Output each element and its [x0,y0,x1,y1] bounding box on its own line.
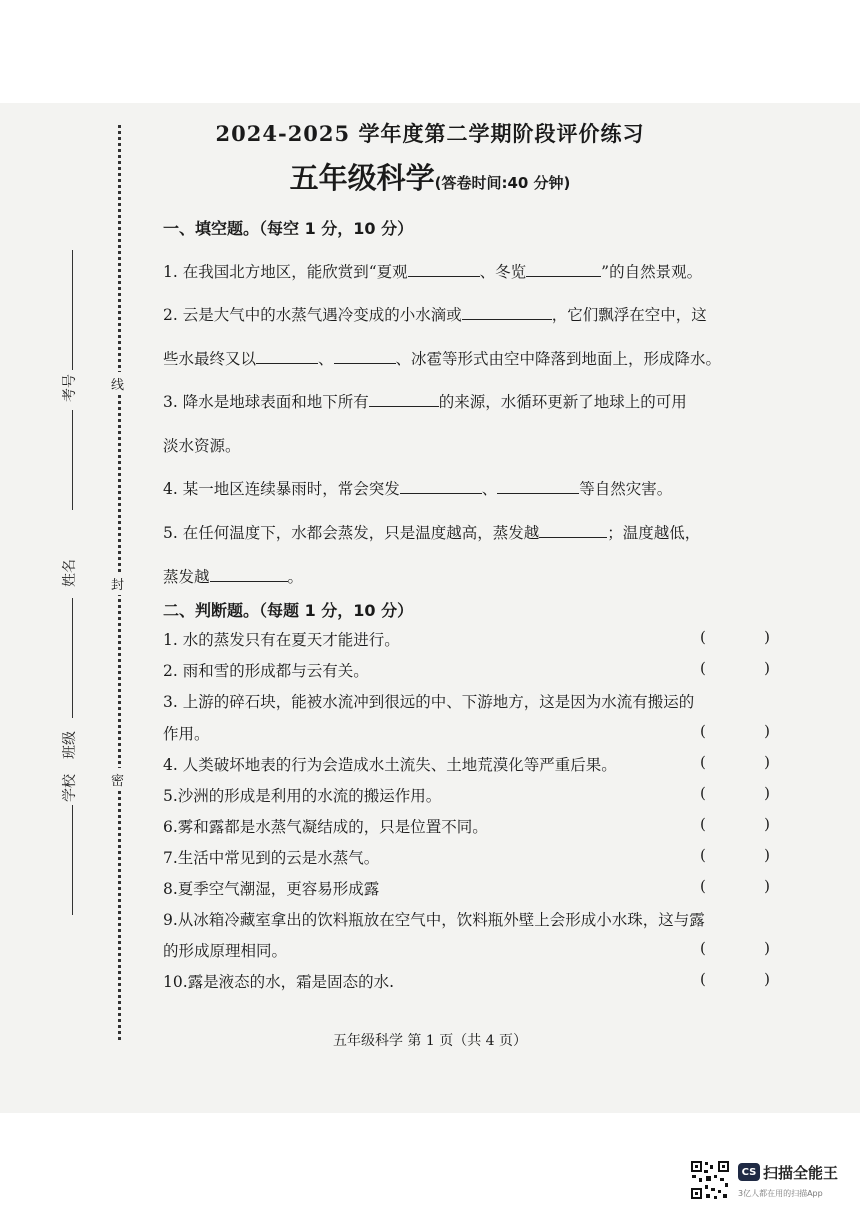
judge-item-1: 1. 水的蒸发只有在夏天才能进行。 [163,631,400,649]
answer-blank [539,522,607,538]
judge-item-10: 10.露是液态的水，霜是固态的水. [163,973,395,991]
exam-number-label: 考号 [62,374,78,402]
answer-blank [400,478,482,494]
answer-parentheses: ( ) [700,628,770,646]
judge-item-6: 6.雾和露都是水蒸气凝结成的，只是位置不同。 [163,818,488,836]
section-true-false-title: 二、判断题。（每题 1 分，10 分） [163,601,414,620]
judge-item-2: 2. 雨和雪的形成都与云有关。 [163,662,369,680]
judge-item-9: 9.从冰箱冷藏室拿出的饮料瓶放在空气中，饮料瓶外壁上会形成小水珠，这与露 [163,911,705,929]
school-label: 学校 [62,774,78,802]
answer-parentheses: ( ) [700,722,770,740]
answer-parentheses: ( ) [700,659,770,677]
seal-mark-xian: 线 [111,372,124,395]
answer-blank [256,348,318,364]
qr-code-icon [690,1160,730,1200]
answer-parentheses: ( ) [700,784,770,802]
answer-blank [462,304,552,320]
exam-subtitle [0,156,860,197]
seal-mark-mi: 密 [111,768,124,791]
exam-paper [0,103,860,1113]
school-line [72,805,73,915]
answer-parentheses: ( ) [700,939,770,957]
question-3: 3. 降水是地球表面和地下所有 的来源，水循环更新了地球上的可用 [163,393,687,411]
answer-blank [497,478,579,494]
question-2-cont: 些水最终又以 、 、冰雹等形式由空中降落到地面上，形成降水。 [163,350,722,368]
answer-parentheses: ( ) [700,970,770,988]
question-5: 5. 在任何温度下，水都会蒸发，只是温度越高，蒸发越 ；温度越低， [163,524,701,542]
judge-item-9-cont: 的形成原理相同。 [163,942,288,960]
exam-number-line-lower [72,410,73,510]
judge-item-3: 3. 上游的碎石块，能被水流冲到很远的中、下游地方，这是因为水流有搬运的 [163,693,695,711]
exam-title: 2024-2025 学年度第二学期阶段评价练习 [215,121,645,146]
answer-blank [210,566,288,582]
question-2: 2. 云是大气中的水蒸气遇冷变成的小水滴或 ，它们飘浮在空中，这 [163,306,707,324]
question-4: 4. 某一地区连续暴雨时，常会突发 、 等自然灾害。 [163,480,673,498]
seal-mark-feng: 封 [111,572,124,595]
scanner-app-tagline: 3亿人都在用的扫描App [738,1189,823,1198]
judge-item-4: 4. 人类破坏地表的行为会造成水土流失、土地荒漠化等严重后果。 [163,756,617,774]
class-label: 班级 [62,731,78,759]
answer-blank [334,348,396,364]
judge-item-8: 8.夏季空气潮湿，更容易形成露 [163,880,380,898]
answer-blank [369,391,439,407]
exam-number-line [72,250,73,370]
question-1: 1. 在我国北方地区，能欣赏到“夏观 、冬览 ”的自然景观。 [163,263,703,281]
answer-blank [526,261,601,277]
answer-parentheses: ( ) [700,877,770,895]
answer-parentheses: ( ) [700,753,770,771]
question-5-cont: 蒸发越 。 [163,568,304,586]
question-3-cont: 淡水资源。 [163,437,241,455]
section-fill-blank-title: 一、填空题。（每空 1 分，10 分） [163,219,414,238]
camscanner-logo-icon: CS [738,1163,760,1181]
judge-item-7: 7.生活中常见到的云是水蒸气。 [163,849,380,867]
answer-blank [408,261,480,277]
subject-title: 五年级科学 [289,161,435,195]
page-footer: 五年级科学 第 1 页（共 4 页） [332,1033,528,1049]
name-label: 姓名 [62,559,78,587]
answer-parentheses: ( ) [700,846,770,864]
name-line [72,598,73,718]
answer-parentheses: ( ) [700,815,770,833]
judge-item-5: 5.沙洲的形成是利用的水流的搬运作用。 [163,787,442,805]
judge-item-3-cont: 作用。 [163,725,210,743]
duration-note: (答卷时间:40 分钟) [434,174,571,192]
scanner-app-name: 扫描全能王 [763,1164,839,1182]
